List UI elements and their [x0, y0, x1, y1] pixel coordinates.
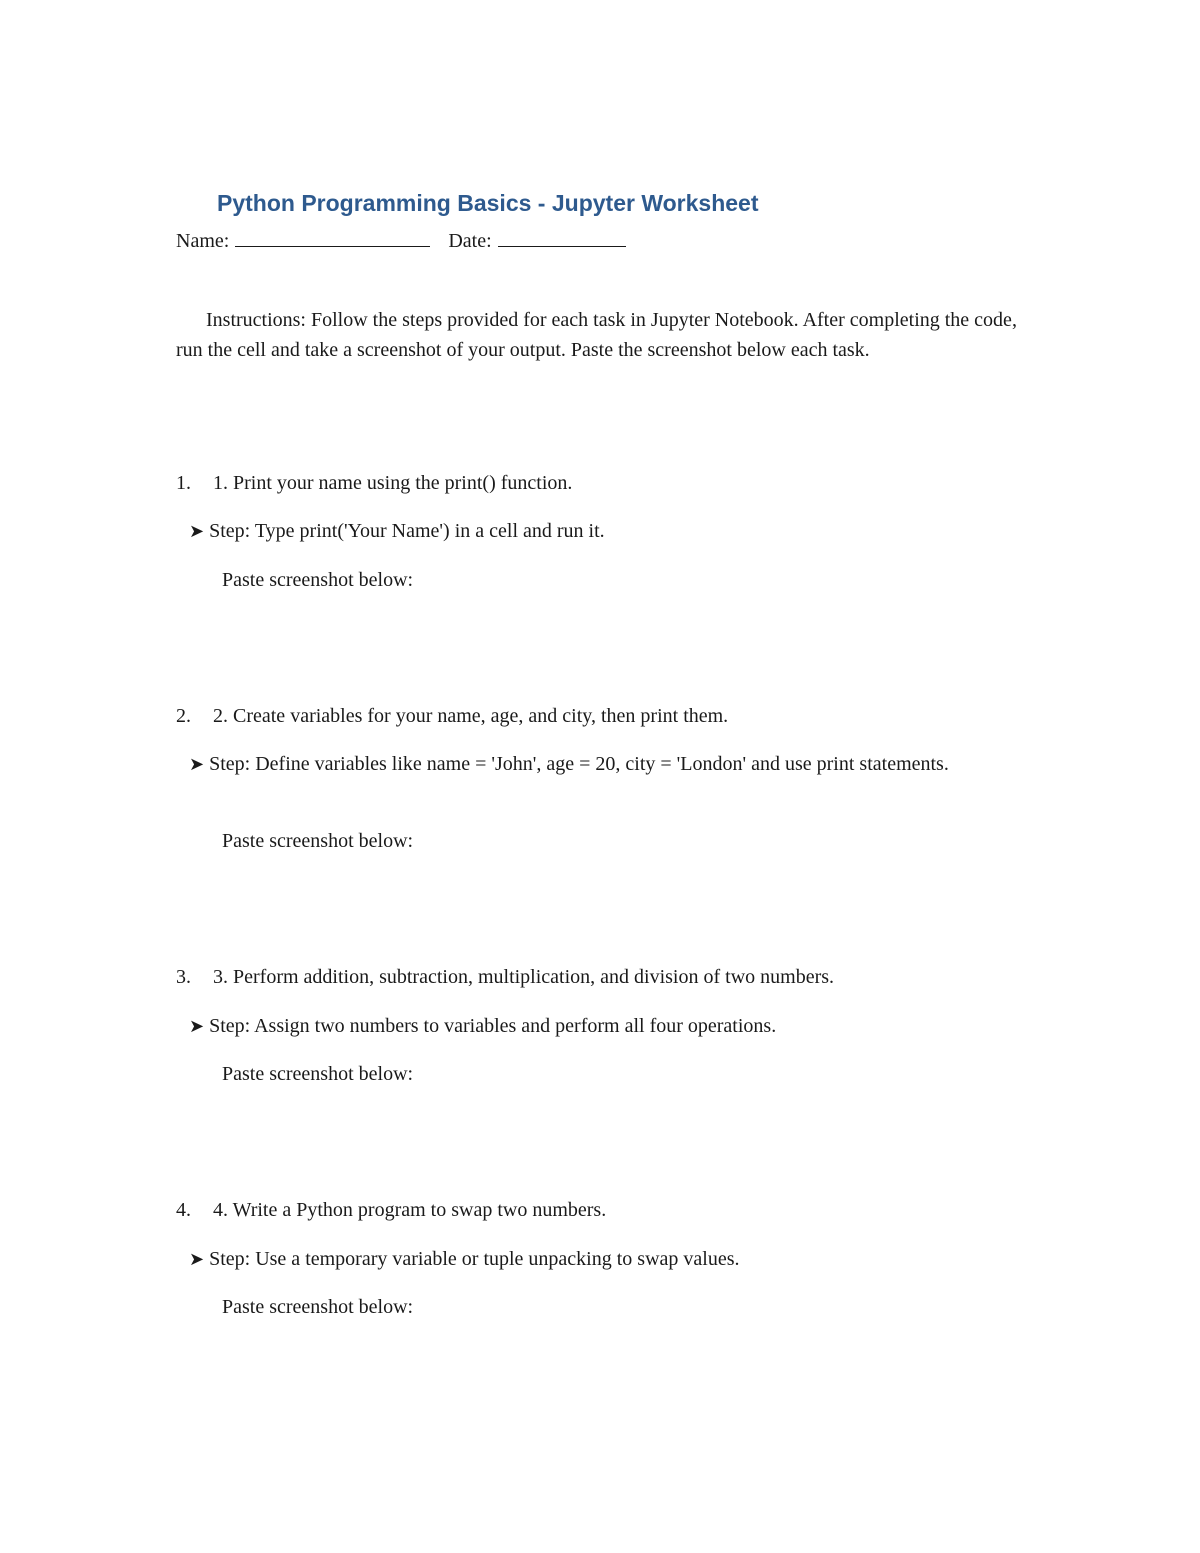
paste-screenshot-label: Paste screenshot below:	[222, 830, 414, 852]
name-date-row	[176, 228, 626, 253]
step-text: Step: Type print('Your Name') in a cell and run it.	[209, 520, 605, 542]
name-blank[interactable]	[235, 228, 430, 247]
task-number: 1.	[176, 472, 191, 494]
task-text: 1. Print your name using the print() function.	[213, 472, 573, 494]
task-text: 3. Perform addition, subtraction, multiplication, and division of two numbers.	[213, 966, 835, 988]
task-number: 4.	[176, 1199, 191, 1221]
task-step	[176, 749, 966, 780]
task-text: 4. Write a Python program to swap two numbers.	[213, 1199, 607, 1221]
task-step	[189, 516, 1009, 547]
arrow-icon: ➤	[189, 754, 205, 775]
arrow-icon: ➤	[189, 521, 205, 542]
page-title: Python Programming Basics - Jupyter Worksheet	[217, 190, 759, 216]
task-step	[189, 1244, 1009, 1275]
name-label: Name:	[176, 230, 230, 252]
task-step	[189, 1011, 1009, 1042]
step-text: Step: Define variables like name = 'John', age = 20, city = 'London' and use print statements.	[209, 753, 949, 775]
paste-screenshot-label: Paste screenshot below:	[222, 1063, 414, 1085]
date-blank[interactable]	[498, 228, 626, 247]
task-text: 2. Create variables for your name, age, and city, then print them.	[213, 705, 729, 727]
instructions-paragraph: Instructions: Follow the steps provided for each task in Jupyter Notebook. After completing the code, run the cell and take a screenshot of your output. Paste the screenshot below each task.	[176, 309, 1017, 361]
paste-screenshot-label: Paste screenshot below:	[222, 1296, 414, 1318]
arrow-icon: ➤	[189, 1249, 205, 1270]
paste-screenshot-label: Paste screenshot below:	[222, 569, 414, 591]
task-number: 2.	[176, 705, 191, 727]
task-number: 3.	[176, 966, 191, 988]
step-text: Step: Assign two numbers to variables and perform all four operations.	[209, 1015, 777, 1037]
step-text: Step: Use a temporary variable or tuple unpacking to swap values.	[209, 1248, 740, 1270]
arrow-icon: ➤	[189, 1016, 205, 1037]
date-label: Date:	[448, 230, 492, 252]
